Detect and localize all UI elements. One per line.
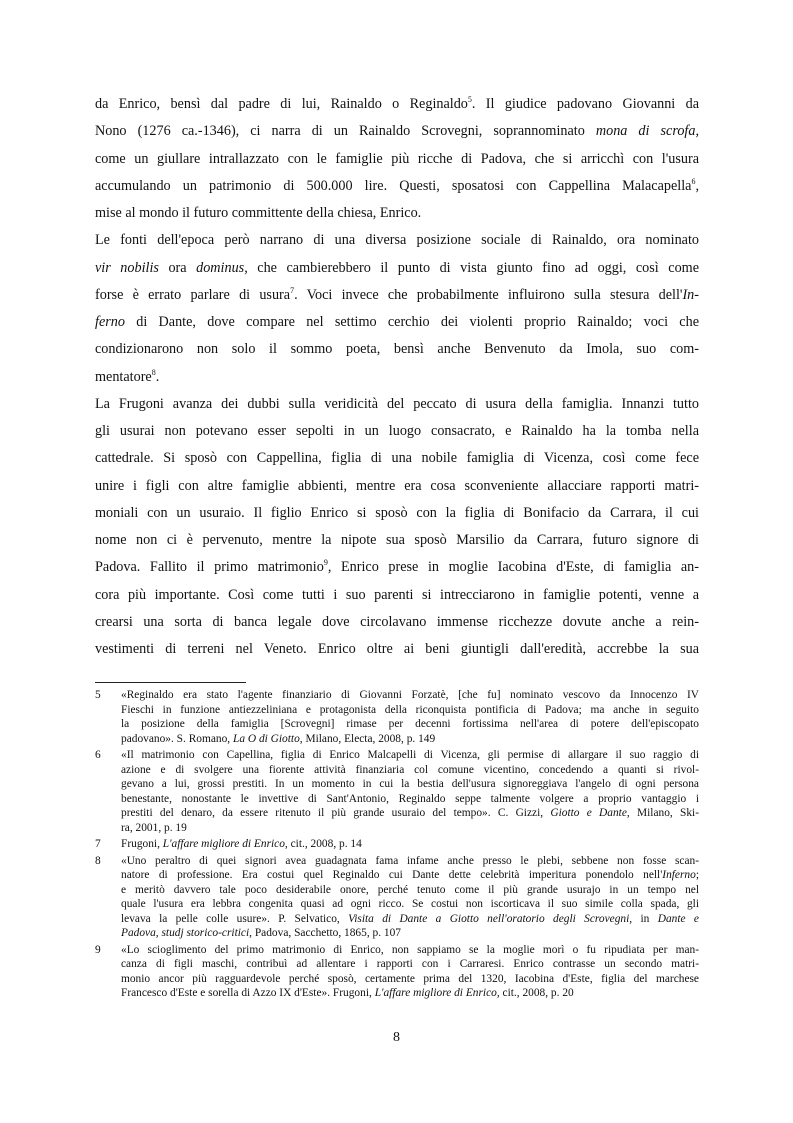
footnote-number: 7 <box>95 838 101 850</box>
footnote-line: Frugoni, L'affare migliore di Enrico, cit., 2008, p. 14 <box>121 838 362 850</box>
footnote-line: Padova, studj storico-critici, Padova, Sacchetto, 1865, p. 107 <box>121 927 401 939</box>
body-line: forse è errato parlare di usura$^7$. Voci invece che probabilmente influirono sulla stesura dell'In- <box>95 285 699 303</box>
footnote-line: canza di figli maschi, contribuì ad allentare i rapporti con i Carraresi. Enrico contrasse un secondo matri- <box>121 958 699 970</box>
body-text <box>95 91 699 663</box>
body-line: mise al mondo il futuro committente della chiesa, Enrico. <box>95 205 422 221</box>
footnote-number: 5 <box>95 689 101 701</box>
footnote-line: natore di professione. Era costui quel Reginaldo cui Dante dette celebrità imperitura ponendolo nell'Inferno; <box>121 869 699 881</box>
body-line: Padova. Fallito il primo matrimonio$^9$, Enrico prese in moglie Iacobina d'Este, di famiglia an- <box>95 558 699 576</box>
footnote-line: «Reginaldo era stato l'agente finanziario di Giovanni Forzatè, [che fu] nominato vescovo da Innocenzo IV <box>121 689 699 701</box>
footnote-line: «Uno peraltro di quei signori avea guadagnata fama infame anche presso le plebi, sebbene non fosse scan- <box>121 854 699 867</box>
footnote-line: «Lo scioglimento del primo matrimonio di Enrico, non sappiamo se la moglie morì o fu ripudiata per man- <box>121 943 699 956</box>
body-line: vestimenti di terreni nel Veneto. Enrico oltre ai beni giuntigli dall'eredità, accrebbe la sua <box>95 641 699 657</box>
body-line: cora più importante. Così come tutti i suo parenti si intrecciarono in famiglie potenti, venne a <box>95 586 699 603</box>
footnote-line: e meritò davvero tale poco desiderabile onore, perché tenuto come il più grande usurajo in un tempo nel <box>121 883 699 896</box>
body-line: gli usurai non potevano esser sepolti in un luogo consacrato, e Rainaldo ha la tomba nella <box>95 423 699 439</box>
footnote-line: ra, 2001, p. 19 <box>121 821 187 834</box>
footnote-number: 8 <box>95 854 101 867</box>
body-line: mentatore$^8$. <box>95 367 160 385</box>
footnote-line: monio ancor più ragguardevole perché sposò, certamente prima del 1320, Iacobina d'Este, figlia del marchese <box>121 972 699 985</box>
footnote-ref: 5 <box>467 95 472 104</box>
body-line: moniali con un usuraio. Il figlio Enrico si sposò con la figlia di Bonifacio da Carrara, il cui <box>95 504 699 521</box>
footnote-line: Francesco d'Este e sorella di Azzo IX d'Este». Frugoni, L'affare migliore di Enrico, cit., 2008, p. 20 <box>121 987 574 999</box>
body-line: crearsi una sorta di banca legale dove circolavano immense ricchezze dovute anche a rein- <box>95 613 699 630</box>
footnote-line: la posizione della famiglia [Scrovegni] rimase per decenni fortissima nell'area di potere dell'episcopato <box>121 718 699 730</box>
footnote-ref: 9 <box>323 558 328 568</box>
footnote-7 <box>95 837 699 852</box>
footnotes <box>95 688 699 1003</box>
footnote-line: prestiti del denaro, da essere ritenuto il più grande usuraio del tempo». C. Gizzi, Giotto e Dante, Milano, Ski- <box>121 807 699 819</box>
footnote-line: benestante, nonostante le invettive di Sant'Antonio, Reginaldo seppe talmente volgere a proprio vantaggio i <box>121 792 699 805</box>
footnote-number: 6 <box>95 749 101 761</box>
body-line: nome non ci è pervenuto, mentre la nipote sua sposò Marsilio da Carrara, futuro signore di <box>95 532 699 548</box>
footnote-number: 9 <box>95 943 101 956</box>
footnote-ref: 7 <box>290 285 295 295</box>
footnote-6 <box>95 748 699 835</box>
page-number: 8 <box>393 1030 400 1045</box>
footnote-ref: 8 <box>151 367 156 377</box>
footnote-line: «Il matrimonio con Capellina, figlia di Enrico Malcapelli di Vicenza, gli permise di allargare il suo raggio di <box>121 749 699 761</box>
footnote-separator <box>95 682 246 683</box>
footnote-9 <box>95 943 699 1001</box>
body-line: vir nobilis ora dominus, che cambierebbero il punto di vista giunto fino ad oggi, così come <box>95 259 699 276</box>
footnote-line: Fieschi in funzione antiezzeliniana e protagonista della riconquista pontificia di Padova; ma anche in seguito <box>121 703 699 716</box>
body-line: condizionarono non solo il sommo poeta, bensì anche Benvenuto da Imola, suo com- <box>95 341 699 358</box>
body-line: cattedrale. Si sposò con Cappellina, figlia di una nobile famiglia di Vicenza, così come fece <box>95 450 699 467</box>
footnote-line: quale l'usura era lebbra congenita quasi ad ogni ricco. Se costui non iscorticava il suo simile colla spada, gli <box>121 898 699 910</box>
body-line: La Frugoni avanza dei dubbi sulla veridicità del peccato di usura della famiglia. Innanzi tutto <box>95 395 699 412</box>
body-line: ferno di Dante, dove compare nel settimo cerchio dei violenti proprio Rainaldo; voci che <box>95 314 699 330</box>
footnote-line: azione e di svolgere una fiorente attività finanziaria col comune vicentino, concedendo a quanti si rivol- <box>121 763 699 776</box>
footnote-line: levava la pelle colle usure». P. Selvatico, Visita di Dante a Giotto nell'oratorio degli Scrovegni, in Dante e <box>121 912 699 925</box>
body-line: da Enrico, bensì dal padre di lui, Rainaldo o Reginaldo$^5$. Il giudice padovano Giovanni da <box>95 95 699 112</box>
body-line: unire i figli con altre famiglie abbienti, mentre era cosa sconveniente allacciare rapporti matri- <box>95 477 699 494</box>
body-line: accumulando un patrimonio di 500.000 lire. Questi, sposatosi con Cappellina Malacapella$^6$, <box>95 176 699 194</box>
footnote-line: padovano». S. Romano, La O di Giotto, Milano, Electa, 2008, p. 149 <box>121 732 436 745</box>
body-line: Le fonti dell'epoca però narrano di una diversa posizione sociale di Rainaldo, ora nominato <box>95 232 699 249</box>
footnote-line: gevano a lui, grossi prestiti. In un momento in cui la bestia dell'usura signoreggiava l'angelo di ogni persona <box>121 778 699 790</box>
footnote-5 <box>95 688 699 746</box>
footnote-ref: 6 <box>691 176 696 186</box>
footnote-8 <box>95 854 699 941</box>
body-line: come un giullare intrallazzato con le famiglie più ricche di Padova, che si arricchì con l'usura <box>95 150 699 167</box>
body-line: Nono (1276 ca.-1346), ci narra di un Rainaldo Scrovegni, soprannominato mona di scrofa, <box>95 123 699 140</box>
